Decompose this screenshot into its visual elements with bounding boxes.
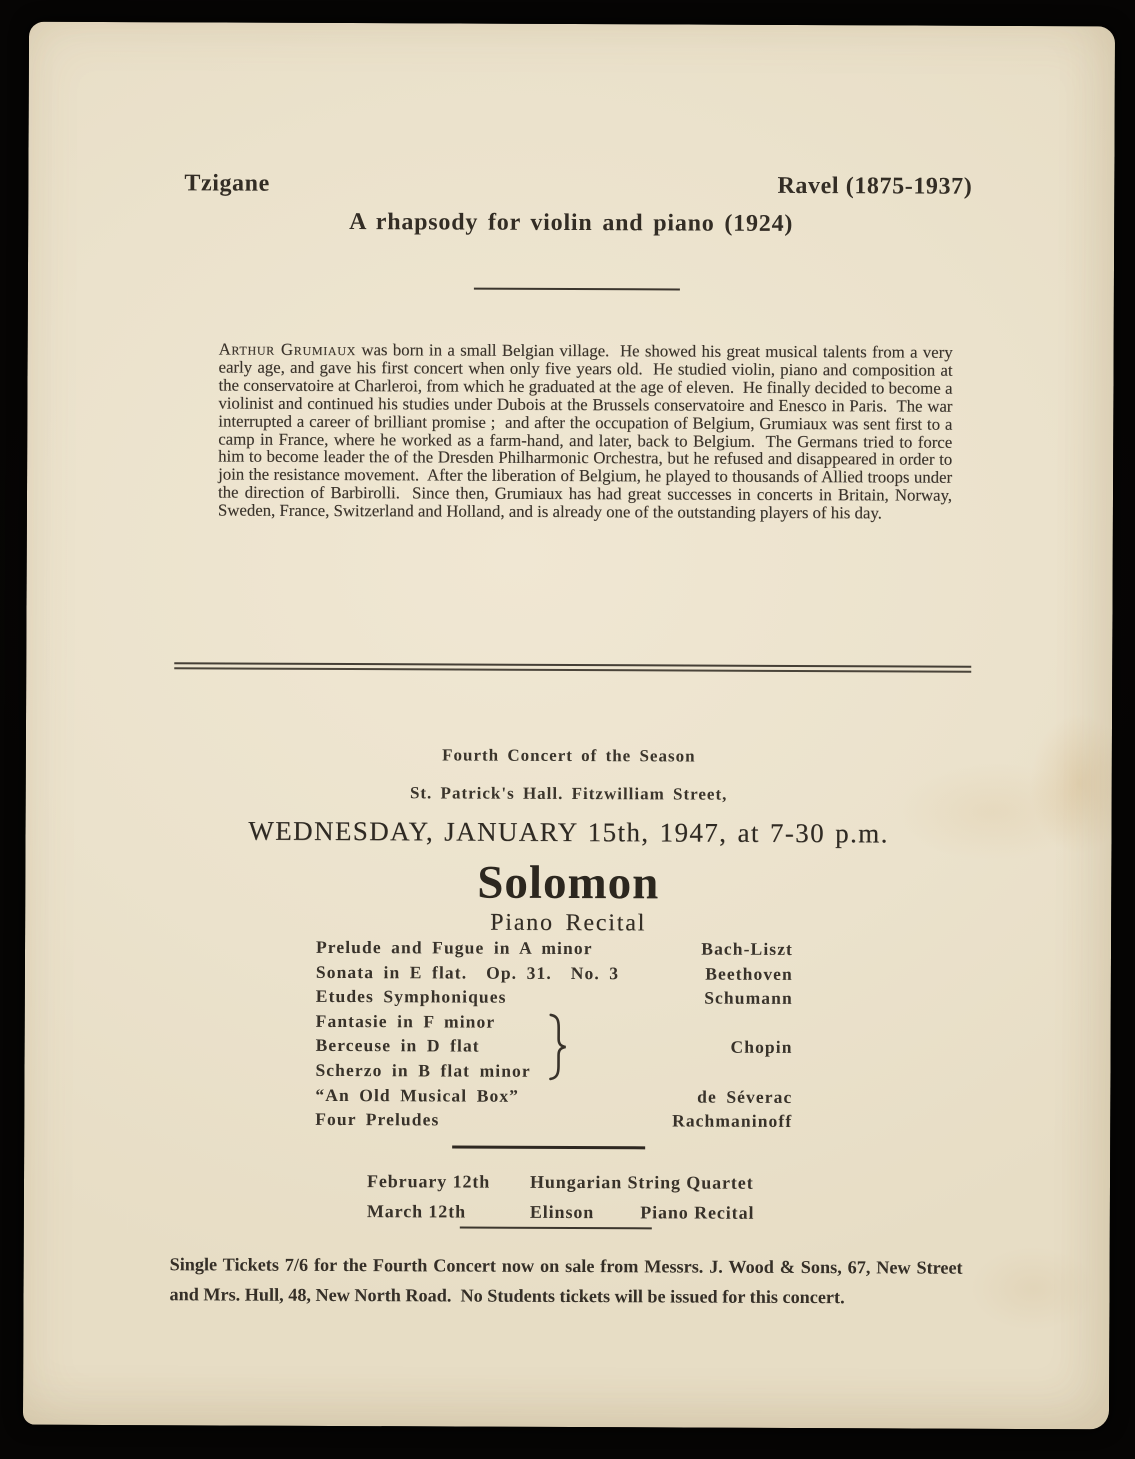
programme-row [315, 1107, 792, 1134]
recital-type: Piano Recital [490, 909, 647, 937]
upcoming-artist: Elinson [529, 1201, 595, 1223]
programme-list [315, 935, 793, 1134]
brace-icon [547, 1013, 567, 1081]
programme-row [316, 984, 793, 1011]
series-line: Fourth Concert of the Season [442, 745, 696, 766]
composer-name: Ravel (1875-1937) [777, 172, 973, 200]
artist-name: Solomon [477, 856, 660, 910]
upcoming-date: March 12th [366, 1201, 467, 1222]
programme-title: Prelude and Fugue in A minor [315, 936, 593, 959]
thin-divider [460, 1227, 652, 1230]
bio-text: was born in a small Belgian village. He showed his great musical talents from a very early age, and gave his first concert when only five years old. He studied violin, piano and composition at the conservatoire at Charleroi, from which he graduated at the age of eleven. He finally decided to become a violinist and continued his studies under Dubois at the Brussels conservatoire and Enesco in Paris. The war interrupted a career of brilliant promise ; and after the occupation of Belgium, Grumiaux was sent first to a camp in France, where he worked as a farm-hand, and later, back to Belgium. The Germans tried to force him to become leader the of the Dresden Philharmonic Orchestra, but he refused and disappeared in order to join the resistance movement. After the liberation of Belgium, he played to thousands of Allied troops under the direction of Barbirolli. Since then, Grumiaux has had great successes in concerts in Britain, Norway, Sweden, France, Switzerland and Holland, and is already one of the outstanding players of his day. [217, 340, 957, 523]
venue-line: St. Patrick's Hall. Fitzwilliam Street, [409, 783, 728, 804]
programme-title: Etudes Symphoniques [315, 986, 507, 1007]
programme-title: Sonata in E flat. Op. 31. No. 3 [315, 961, 620, 983]
double-divider [174, 662, 971, 672]
chopin-group-titles [315, 1009, 531, 1084]
programme-composer: Schumann [704, 987, 793, 1009]
upcoming-concerts [367, 1166, 797, 1228]
chopin-group-row [315, 1009, 792, 1085]
programme-page [23, 22, 1115, 1430]
work-subtitle: A rhapsody for violin and piano (1924) [349, 209, 794, 237]
work-title: Tzigane [184, 170, 270, 197]
upcoming-row [367, 1196, 797, 1228]
upcoming-event: Hungarian String Quartet [529, 1171, 754, 1193]
upcoming-row [367, 1166, 797, 1198]
programme-composer: de Séverac [697, 1086, 793, 1107]
upcoming-detail: Piano Recital [640, 1202, 755, 1223]
programme-row [315, 1082, 792, 1109]
programme-composer: Chopin [730, 1036, 793, 1058]
programme-title: Berceuse in D flat [315, 1035, 480, 1056]
programme-composer: Beethoven [705, 963, 793, 984]
header-row [184, 170, 972, 200]
upcoming-date: February 12th [366, 1171, 491, 1192]
bio-paragraph [217, 339, 957, 523]
short-divider [474, 288, 680, 291]
programme-title: “An Old Musical Box” [315, 1084, 520, 1106]
programme-title: Fantasie in F minor [315, 1010, 496, 1032]
bio-lead: Arthur Grumiaux [218, 339, 357, 360]
thick-divider [452, 1145, 645, 1149]
datetime-line: WEDNESDAY, JANUARY 15th, 1947, at 7-30 p.m. [248, 815, 889, 849]
tickets-notice: Single Tickets 7/6 for the Fourth Concert now on sale from Messrs. J. Wood & Sons, 67, New Street and Mrs. Hull, 48, New North Road. No Students tickets will be issued for this concert. [169, 1254, 968, 1307]
programme-title: Scherzo in B flat minor [315, 1059, 531, 1081]
programme-row [316, 935, 793, 962]
programme-row [316, 959, 793, 986]
programme-composer: Rachmaninoff [672, 1110, 793, 1132]
upcoming-event [530, 1197, 755, 1228]
programme-title: Four Preludes [315, 1109, 440, 1130]
programme-composer: Bach-Liszt [701, 938, 794, 959]
